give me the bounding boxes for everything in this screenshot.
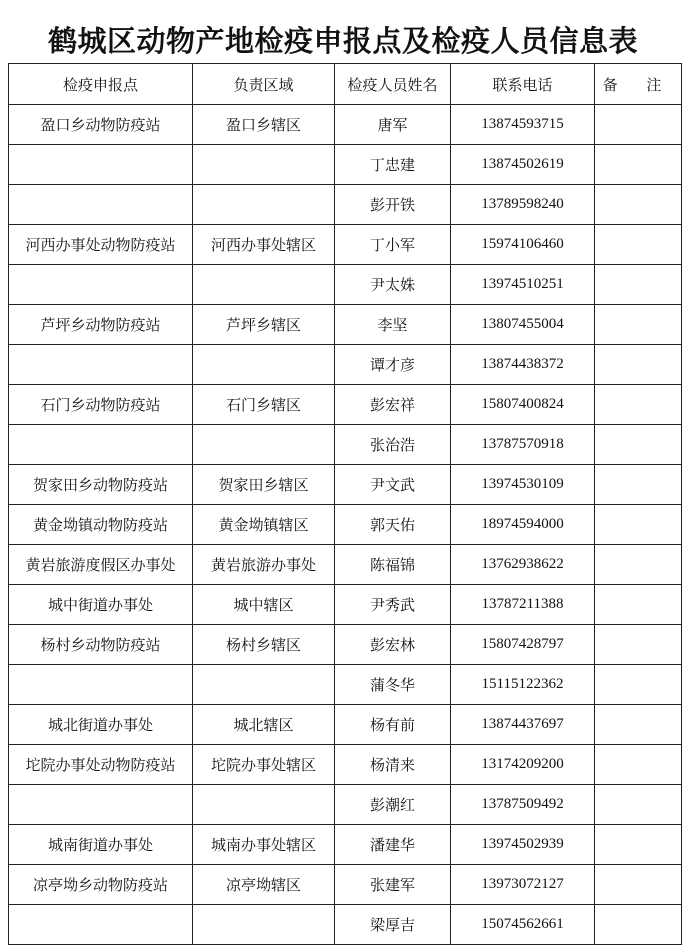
cell-inspector-name: 尹太姝 bbox=[335, 265, 451, 305]
cell-responsible-area: 坨院办事处辖区 bbox=[193, 745, 335, 785]
cell-responsible-area bbox=[193, 425, 335, 465]
cell-inspector-name: 彭宏林 bbox=[335, 625, 451, 665]
table-row bbox=[9, 585, 682, 625]
cell-inspection-point bbox=[9, 185, 193, 225]
cell-phone: 13787509492 bbox=[451, 785, 595, 825]
cell-inspector-name: 彭潮红 bbox=[335, 785, 451, 825]
cell-phone: 15807428797 bbox=[451, 625, 595, 665]
header-area: 负责区域 bbox=[193, 64, 335, 105]
cell-inspector-name: 郭天佑 bbox=[335, 505, 451, 545]
cell-inspector-name: 梁厚吉 bbox=[335, 905, 451, 945]
cell-inspector-name: 谭才彦 bbox=[335, 345, 451, 385]
cell-inspection-point: 坨院办事处动物防疫站 bbox=[9, 745, 193, 785]
table-row bbox=[9, 425, 682, 465]
cell-responsible-area: 河西办事处辖区 bbox=[193, 225, 335, 265]
cell-inspector-name: 潘建华 bbox=[335, 825, 451, 865]
cell-responsible-area: 黄金坳镇辖区 bbox=[193, 505, 335, 545]
cell-inspection-point bbox=[9, 145, 193, 185]
table-row bbox=[9, 665, 682, 705]
cell-phone: 15974106460 bbox=[451, 225, 595, 265]
table-row bbox=[9, 865, 682, 905]
cell-note bbox=[595, 505, 682, 545]
cell-inspector-name: 唐军 bbox=[335, 105, 451, 145]
cell-note bbox=[595, 145, 682, 185]
cell-phone: 13874502619 bbox=[451, 145, 595, 185]
cell-phone: 13974502939 bbox=[451, 825, 595, 865]
table-row bbox=[9, 745, 682, 785]
header-note: 备 注 bbox=[595, 64, 682, 105]
cell-responsible-area bbox=[193, 345, 335, 385]
table-row bbox=[9, 785, 682, 825]
page-title: 鹤城区动物产地检疫申报点及检疫人员信息表 bbox=[47, 24, 638, 58]
cell-note bbox=[595, 265, 682, 305]
cell-responsible-area bbox=[193, 785, 335, 825]
cell-phone: 15074562661 bbox=[451, 905, 595, 945]
table-row bbox=[9, 465, 682, 505]
cell-note bbox=[595, 425, 682, 465]
cell-note bbox=[595, 665, 682, 705]
cell-inspector-name: 李坚 bbox=[335, 305, 451, 345]
cell-inspector-name: 张治浩 bbox=[335, 425, 451, 465]
cell-phone: 18974594000 bbox=[451, 505, 595, 545]
table-row bbox=[9, 105, 682, 145]
cell-responsible-area bbox=[193, 665, 335, 705]
cell-note bbox=[595, 105, 682, 145]
cell-inspection-point: 黄岩旅游度假区办事处 bbox=[9, 545, 193, 585]
table-row bbox=[9, 905, 682, 945]
cell-inspector-name: 丁小军 bbox=[335, 225, 451, 265]
table-body bbox=[9, 105, 682, 945]
cell-inspector-name: 张建军 bbox=[335, 865, 451, 905]
cell-inspector-name: 杨清来 bbox=[335, 745, 451, 785]
table-row bbox=[9, 625, 682, 665]
cell-phone: 13787211388 bbox=[451, 585, 595, 625]
cell-inspector-name: 彭宏祥 bbox=[335, 385, 451, 425]
cell-inspection-point bbox=[9, 905, 193, 945]
cell-note bbox=[595, 305, 682, 345]
cell-inspection-point: 凉亭坳乡动物防疫站 bbox=[9, 865, 193, 905]
cell-inspector-name: 杨有前 bbox=[335, 705, 451, 745]
cell-responsible-area: 城南办事处辖区 bbox=[193, 825, 335, 865]
cell-note bbox=[595, 705, 682, 745]
cell-responsible-area bbox=[193, 185, 335, 225]
cell-phone: 13762938622 bbox=[451, 545, 595, 585]
cell-phone: 13874593715 bbox=[451, 105, 595, 145]
cell-inspection-point: 城中街道办事处 bbox=[9, 585, 193, 625]
header-point: 检疫申报点 bbox=[9, 64, 193, 105]
cell-responsible-area: 城中辖区 bbox=[193, 585, 335, 625]
cell-note bbox=[595, 225, 682, 265]
table-row bbox=[9, 705, 682, 745]
table-row bbox=[9, 385, 682, 425]
cell-phone: 15807400824 bbox=[451, 385, 595, 425]
cell-responsible-area: 芦坪乡辖区 bbox=[193, 305, 335, 345]
table-row bbox=[9, 305, 682, 345]
cell-inspection-point bbox=[9, 425, 193, 465]
cell-inspection-point bbox=[9, 785, 193, 825]
table-row bbox=[9, 185, 682, 225]
table-header-row bbox=[9, 64, 682, 105]
cell-responsible-area bbox=[193, 265, 335, 305]
cell-responsible-area: 石门乡辖区 bbox=[193, 385, 335, 425]
table-row bbox=[9, 825, 682, 865]
cell-note bbox=[595, 465, 682, 505]
cell-inspection-point: 盈口乡动物防疫站 bbox=[9, 105, 193, 145]
cell-inspector-name: 丁忠建 bbox=[335, 145, 451, 185]
cell-note bbox=[595, 385, 682, 425]
cell-inspector-name: 蒲冬华 bbox=[335, 665, 451, 705]
cell-responsible-area: 贺家田乡辖区 bbox=[193, 465, 335, 505]
cell-phone: 13874437697 bbox=[451, 705, 595, 745]
header-name: 检疫人员姓名 bbox=[335, 64, 451, 105]
cell-note bbox=[595, 745, 682, 785]
table-row bbox=[9, 545, 682, 585]
cell-note bbox=[595, 185, 682, 225]
header-phone: 联系电话 bbox=[451, 64, 595, 105]
cell-responsible-area bbox=[193, 905, 335, 945]
cell-note bbox=[595, 545, 682, 585]
cell-responsible-area: 凉亭坳辖区 bbox=[193, 865, 335, 905]
cell-phone: 13807455004 bbox=[451, 305, 595, 345]
cell-phone: 13787570918 bbox=[451, 425, 595, 465]
cell-inspection-point: 石门乡动物防疫站 bbox=[9, 385, 193, 425]
cell-inspection-point bbox=[9, 265, 193, 305]
table-row bbox=[9, 225, 682, 265]
cell-phone: 13974510251 bbox=[451, 265, 595, 305]
cell-inspection-point: 城南街道办事处 bbox=[9, 825, 193, 865]
cell-inspection-point bbox=[9, 345, 193, 385]
cell-inspection-point: 贺家田乡动物防疫站 bbox=[9, 465, 193, 505]
cell-inspection-point: 杨村乡动物防疫站 bbox=[9, 625, 193, 665]
quarantine-staff-table bbox=[8, 63, 682, 945]
cell-inspector-name: 彭开铁 bbox=[335, 185, 451, 225]
cell-inspector-name: 尹文武 bbox=[335, 465, 451, 505]
cell-responsible-area: 杨村乡辖区 bbox=[193, 625, 335, 665]
cell-inspector-name: 尹秀武 bbox=[335, 585, 451, 625]
cell-phone: 13973072127 bbox=[451, 865, 595, 905]
cell-note bbox=[595, 585, 682, 625]
cell-responsible-area: 黄岩旅游办事处 bbox=[193, 545, 335, 585]
cell-phone: 13874438372 bbox=[451, 345, 595, 385]
table-row bbox=[9, 345, 682, 385]
cell-note bbox=[595, 825, 682, 865]
cell-inspection-point bbox=[9, 665, 193, 705]
cell-phone: 15115122362 bbox=[451, 665, 595, 705]
cell-phone: 13789598240 bbox=[451, 185, 595, 225]
cell-inspector-name: 陈福锦 bbox=[335, 545, 451, 585]
cell-inspection-point: 河西办事处动物防疫站 bbox=[9, 225, 193, 265]
cell-inspection-point: 芦坪乡动物防疫站 bbox=[9, 305, 193, 345]
table-row bbox=[9, 505, 682, 545]
cell-responsible-area bbox=[193, 145, 335, 185]
cell-note bbox=[595, 865, 682, 905]
cell-phone: 13174209200 bbox=[451, 745, 595, 785]
table-row bbox=[9, 145, 682, 185]
cell-responsible-area: 盈口乡辖区 bbox=[193, 105, 335, 145]
cell-note bbox=[595, 905, 682, 945]
cell-note bbox=[595, 785, 682, 825]
table-row bbox=[9, 265, 682, 305]
cell-inspection-point: 城北街道办事处 bbox=[9, 705, 193, 745]
cell-note bbox=[595, 345, 682, 385]
cell-inspection-point: 黄金坳镇动物防疫站 bbox=[9, 505, 193, 545]
cell-responsible-area: 城北辖区 bbox=[193, 705, 335, 745]
cell-phone: 13974530109 bbox=[451, 465, 595, 505]
cell-note bbox=[595, 625, 682, 665]
